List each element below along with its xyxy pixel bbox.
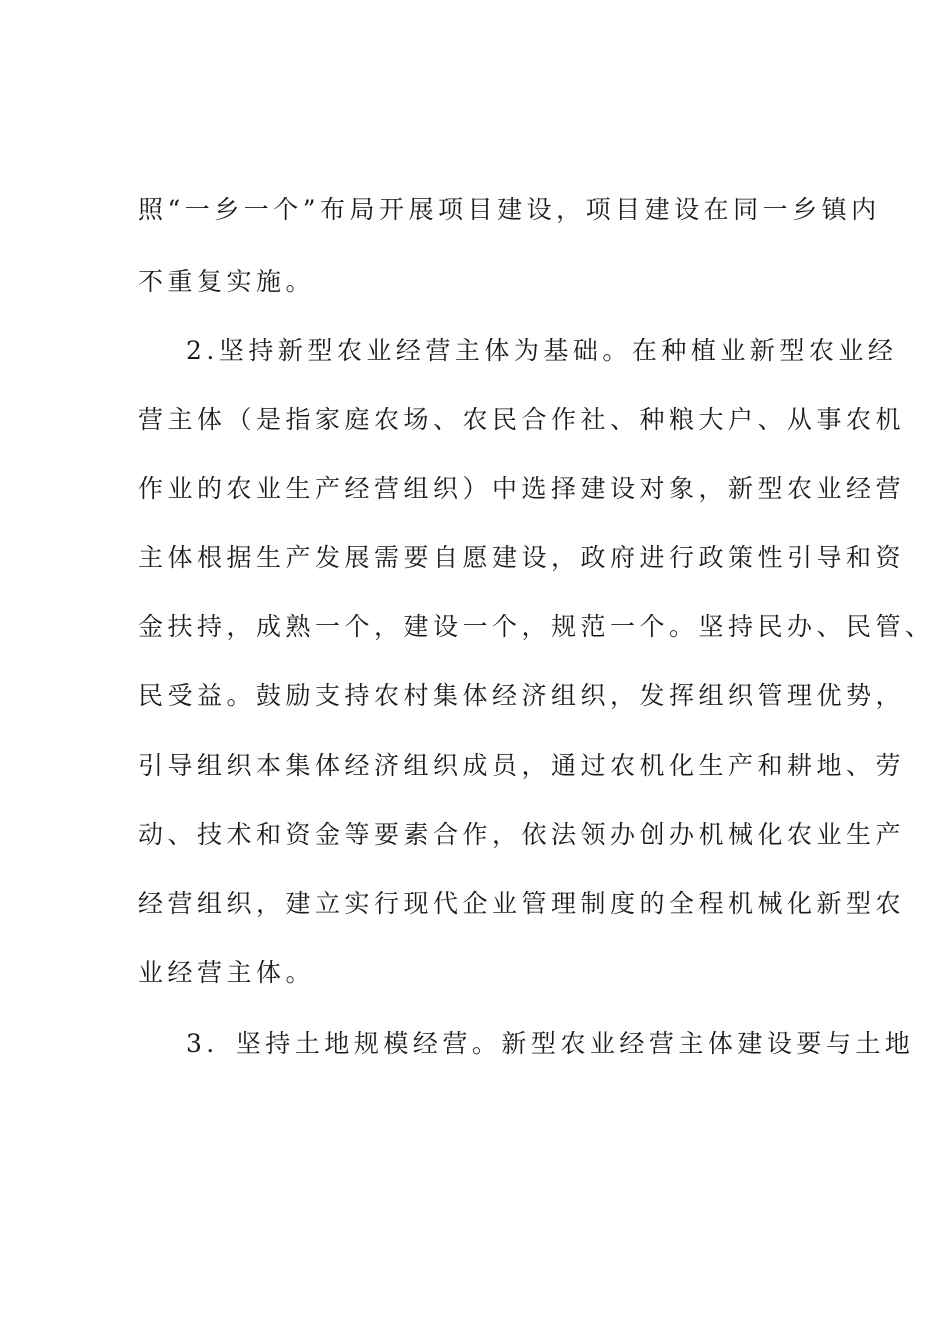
paragraph-3-line-1: 3．坚持土地规模经营。新型农业经营主体建设要与土地 [186,1029,915,1058]
paragraph-2-line-10: 业经营主体。 [138,958,316,987]
paragraph-2-line-8: 动、技术和资金等要素合作，依法领办创办机械化农业生产 [138,820,906,849]
paragraph-2-line-3: 作业的农业生产经营组织）中选择建设对象，新型农业经营 [138,474,906,503]
paragraph-2-line-6: 民受益。鼓励支持农村集体经济组织，发挥组织管理优势， [138,681,906,710]
paragraph-2-line-5: 金扶持，成熟一个，建设一个，规范一个。坚持民办、民管、 [138,612,935,641]
paragraph-2-line-9: 经营组织，建立实行现代企业管理制度的全程机械化新型农 [138,889,906,918]
paragraph-2-line-4: 主体根据生产发展需要自愿建设，政府进行政策性引导和资 [138,543,906,572]
paragraph-2-line-2: 营主体（是指家庭农场、农民合作社、种粮大户、从事农机 [138,405,906,434]
paragraph-2-line-1: 2.坚持新型农业经营主体为基础。在种植业新型农业经 [186,336,898,365]
paragraph-2-line-7: 引导组织本集体经济组织成员，通过农机化生产和耕地、劳 [138,751,906,780]
paragraph-1-line-2: 不重复实施。 [138,267,316,296]
paragraph-1-line-1: 照“一乡一个”布局开展项目建设，项目建设在同一乡镇内 [138,195,881,224]
